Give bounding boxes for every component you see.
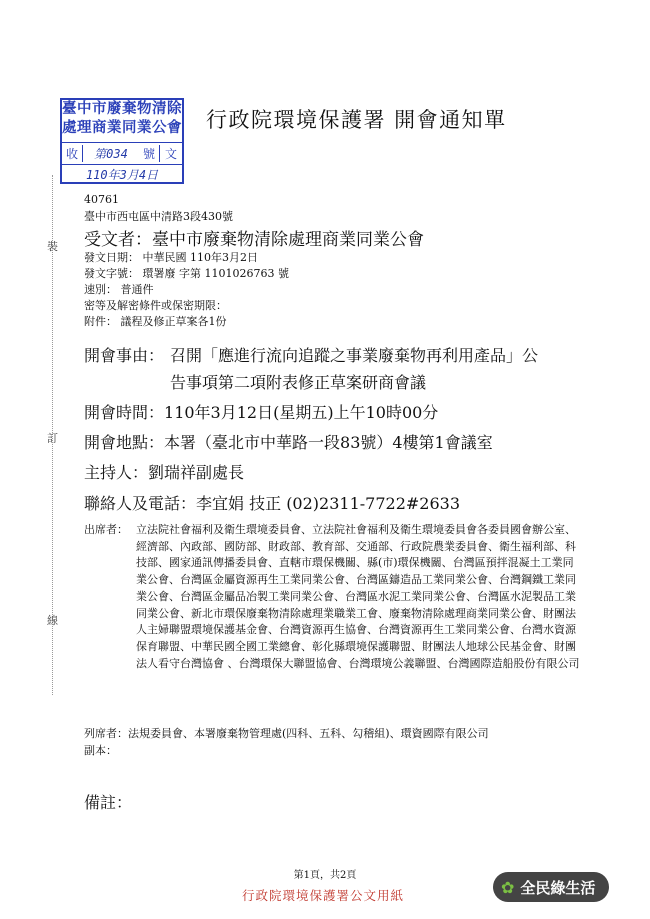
page-number: 第1頁，共2頁 <box>293 870 357 881</box>
leaf-icon: ✿ <box>501 877 515 897</box>
contact-label: 聯絡人及電話： <box>84 494 197 513</box>
observers-row <box>84 725 489 741</box>
remarks-label: 備註： <box>84 793 133 812</box>
stamp-org-line2: 處理商業同業公會 <box>62 120 182 136</box>
logo-text: 全民綠生活 <box>520 878 596 897</box>
stamp-recv-hao: 號 <box>139 145 160 162</box>
meeting-subject-label: 開會事由： <box>84 346 165 365</box>
receipt-stamp <box>60 98 184 184</box>
recipient-label: 受文者： <box>84 230 152 250</box>
recipient-row <box>84 225 424 250</box>
contact-row <box>84 491 460 514</box>
stamp-date-row <box>62 164 182 184</box>
contact-value: 李宜娟 技正 (02)2311-7722#2633 <box>196 494 461 513</box>
green-life-logo <box>493 872 609 902</box>
attendees-list: 立法院社會福利及衛生環境委員會、立法院社會福利及衛生環境委員會各委員國會辦公室、經濟部、內政部、國防部、財政部、教育部、交通部、行政院農業委員會、衛生福利部、科技部、國家通訊傳播委員會、直轄市環保機關、縣(市)環保機關、台灣區預拌混凝土工業同業公會、台灣區金屬資源再生工業同業公會、台灣區鑄造品工業同業公會、台灣鋼鐵工業同業公會、台灣區金屬品冶製工業同業公會、台灣區水泥工業同業公會、台灣區水泥製品工業同業公會、新北市環保廢棄物清除處理業職業工會、廢棄物清除處理商業同業公會、財團法人主婦聯盟環境保護基金會、台灣資源再生協會、台灣資源再生工業同業公會、台灣水資源保育聯盟、中華民國全國工業總會、彰化縣環境保護聯盟、財團法人地球公民基金會、財團法人看守台灣協會 、台灣環保大聯盟協會、台灣環境公義聯盟、台灣國際造船股份有限公司 <box>136 523 580 670</box>
stamp-recv-number: 第034 <box>94 147 128 161</box>
paper-name: 行政院環境保護署公文用紙 <box>242 888 405 903</box>
recipient-value: 臺中市廢棄物清除處理商業同業公會 <box>152 230 424 250</box>
meeting-time-row <box>84 400 438 423</box>
issue-date: 發文日期： 中華民國 110年3月2日 <box>84 251 258 264</box>
stamp-recv-label: 收 <box>62 145 83 162</box>
stamp-recv-date: 110年3月4日 <box>85 167 159 182</box>
attendees-label: 出席者： <box>84 523 128 536</box>
meeting-subject-line1: 召開「應進行流向追蹤之事業廢棄物再利用產品」公 <box>170 346 539 365</box>
meeting-host-value: 劉瑞祥副處長 <box>148 463 245 482</box>
meeting-place-value: 本署（臺北市中華路一段83號）4樓第1會議室 <box>164 433 493 452</box>
meeting-place-row <box>84 430 493 453</box>
document-number: 發文字號： 環署廢 字第 1101026763 號 <box>84 267 289 280</box>
meeting-place-label: 開會地點： <box>84 433 165 452</box>
speed-class: 速別： 普通件 <box>84 283 154 296</box>
meeting-host-label: 主持人： <box>84 463 149 482</box>
meeting-host-row <box>84 460 244 483</box>
margin-mark-3: 線 <box>47 614 58 627</box>
attendees-block <box>84 522 584 672</box>
observers-value: 法規委員會、本署廢棄物管理處(四科、五科、勾稽組)、環資國際有限公司 <box>128 727 489 740</box>
postcode: 40761 <box>84 193 119 206</box>
margin-mark-2: 訂 <box>47 432 58 445</box>
stamp-receipt-number-row <box>62 142 182 165</box>
meeting-time-value: 110年3月12日(星期五)上午10時00分 <box>164 403 439 422</box>
stamp-org-line1: 臺中市廢棄物清除 <box>62 101 182 117</box>
document-title: 行政院環境保護署 開會通知單 <box>206 108 507 132</box>
meeting-subject-line2: 告事項第二項附表修正草案研商會議 <box>170 373 427 392</box>
copies-label: 副本： <box>84 744 117 757</box>
meeting-time-label: 開會時間： <box>84 403 165 422</box>
street-address: 臺中市西屯區中清路3段430號 <box>84 210 233 223</box>
secrecy-level: 密等及解密條件或保密期限： <box>84 299 227 312</box>
observers-label: 列席者： <box>84 727 128 740</box>
attachment: 附件： 議程及修正草案各1份 <box>84 315 227 328</box>
margin-mark-1: 裝 <box>47 240 58 253</box>
copies-row <box>84 742 117 758</box>
stamp-recv-wen: 文 <box>164 147 177 161</box>
